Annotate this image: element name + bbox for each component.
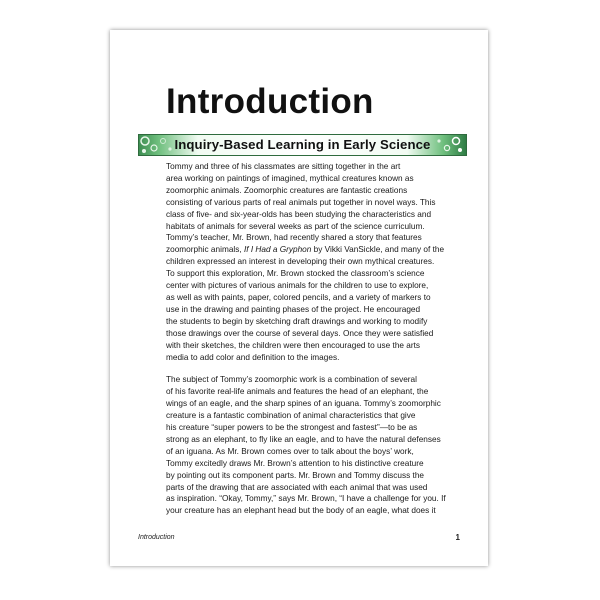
book-page: [110, 30, 488, 566]
text-line: habitats of animals for several weeks as part of the science curriculum.: [166, 221, 425, 231]
text-line: area working on paintings of imagined, mythical creatures known as: [166, 173, 414, 183]
text-line: zoomorphic animals. Zoomorphic creatures are fantastic creations: [166, 185, 408, 195]
text-line: those drawings over the course of several days. Once they were satisfied: [166, 328, 434, 338]
text-line: his creature “super powers to be the strongest and fastest”—to be as: [166, 423, 418, 433]
text-line: strong as an elephant, to fly like an eagle, and to have the natural defenses: [166, 434, 441, 444]
text-line: of an iguana. As Mr. Brown comes over to talk about the boys’ work,: [166, 446, 414, 456]
section-banner: [138, 134, 467, 156]
text-line: children expressed an interest in developing their own mythical creatures.: [166, 257, 435, 267]
text-line: as inspiration. “Okay, Tommy,” says Mr. Brown, “I have a challenge for you. If: [166, 494, 446, 504]
body-text: [166, 161, 462, 517]
decorative-circles-icon: [426, 135, 466, 155]
text-line: Tommy excitedly draws Mr. Brown’s attention to his distinctive creature: [166, 458, 424, 468]
text-line: use in the drawing and painting phases of the project. He encouraged: [166, 304, 421, 314]
text-line: consisting of various parts of real animals put together in novel ways. This: [166, 197, 436, 207]
text-line: To support this exploration, Mr. Brown stocked the classroom’s science: [166, 269, 425, 279]
text-line: wings of an eagle, and the sharp spines of an iguana. Tommy’s zoomorphic: [166, 399, 441, 409]
text-line: your creature has an elephant head but the body of an eagle, what does it: [166, 506, 436, 516]
banner-title: Inquiry-Based Learning in Early Science: [174, 137, 431, 152]
text-line: media to add color and definition to the images.: [166, 352, 340, 362]
paragraph: [166, 161, 462, 363]
text-line: Tommy’s teacher, Mr. Brown, had recently shared a story that features: [166, 233, 422, 243]
text-line: of his favorite real-life animals and features the head of an elephant, the: [166, 387, 429, 397]
text-run: by Vikki VanSickle, and many of the: [311, 245, 445, 255]
text-line: with their sketches, the children were then encouraged to use the arts: [166, 340, 421, 350]
page-title: Introduction: [166, 82, 374, 121]
text-line: Tommy and three of his classmates are sitting together in the art: [166, 162, 401, 171]
text-line: by pointing out its component parts. Mr. Brown and Tommy discuss the: [166, 470, 425, 480]
page-number: 1: [455, 533, 460, 542]
text-line: parts of the drawing that are associated with each animal that was used: [166, 482, 428, 492]
text-line: center with pictures of various animals for the children to use to explore,: [166, 281, 429, 291]
text-line: creature is a fantastic combination of animal characteristics that give: [166, 411, 416, 421]
text-run: zoomorphic animals,: [166, 245, 244, 255]
text-line: The subject of Tommy’s zoomorphic work is a combination of several: [166, 375, 417, 385]
text-line: as well as with paints, paper, colored pencils, and a variety of markers to: [166, 292, 431, 302]
footer-label: Introduction: [138, 534, 175, 541]
text-line: the students to begin by sketching draft drawings and working to modify: [166, 316, 428, 326]
paragraph: [166, 374, 462, 517]
book-title: If I Had a Gryphon: [243, 245, 312, 255]
text-line: class of five- and six-year-olds has been studying the characteristics and: [166, 209, 432, 219]
text-line: [166, 244, 462, 256]
